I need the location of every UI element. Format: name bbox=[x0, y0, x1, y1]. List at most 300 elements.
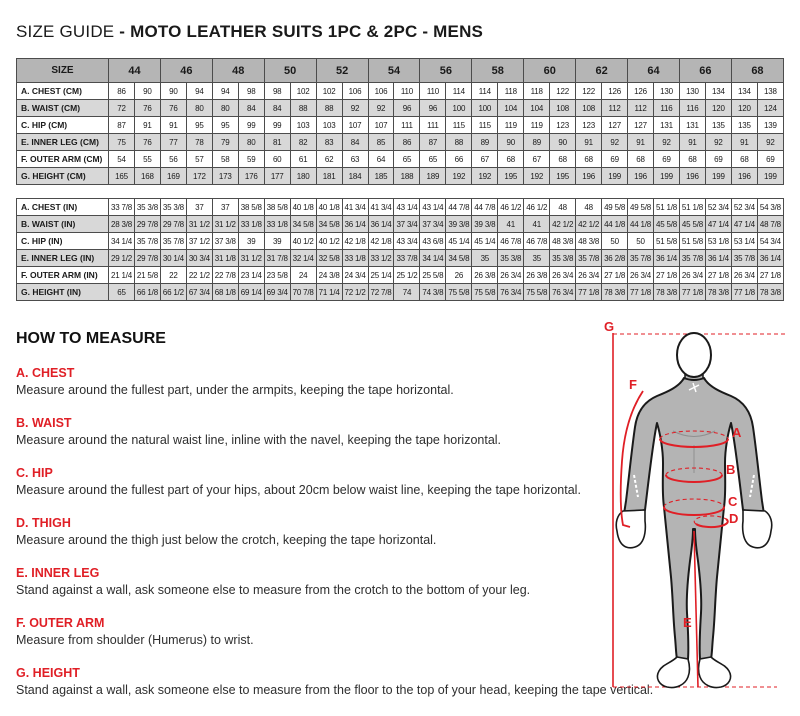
size-value-cell: 130 bbox=[679, 83, 705, 100]
size-value-cell: 65 bbox=[394, 151, 420, 168]
size-value-cell: 36 1/4 bbox=[342, 216, 368, 233]
size-value-cell: 68 bbox=[498, 151, 524, 168]
size-value-cell: 76 3/4 bbox=[498, 284, 524, 301]
size-value-cell: 126 bbox=[602, 83, 628, 100]
size-value-cell: 130 bbox=[654, 83, 680, 100]
measure-item bbox=[16, 466, 626, 497]
size-value-cell: 31 7/8 bbox=[264, 250, 290, 267]
size-value-cell: 84 bbox=[238, 100, 264, 117]
size-value-cell: 85 bbox=[368, 134, 394, 151]
size-value-cell: 29 7/8 bbox=[134, 216, 160, 233]
page-title bbox=[16, 22, 483, 42]
size-value-cell: 46 7/8 bbox=[524, 233, 550, 250]
size-value-cell: 68 bbox=[576, 151, 602, 168]
size-value-cell: 195 bbox=[498, 168, 524, 185]
size-value-cell: 37 3/4 bbox=[420, 216, 446, 233]
size-value-cell: 56 bbox=[160, 151, 186, 168]
how-to-measure-items bbox=[16, 366, 654, 697]
size-value-cell: 91 bbox=[628, 134, 654, 151]
size-value-cell: 67 3/4 bbox=[186, 284, 212, 301]
size-value-cell: 32 5/8 bbox=[316, 250, 342, 267]
size-value-cell: 46 1/2 bbox=[524, 199, 550, 216]
size-value-cell: 66 1/8 bbox=[134, 284, 160, 301]
size-value-cell: 123 bbox=[576, 117, 602, 134]
size-value-cell: 92 bbox=[705, 134, 731, 151]
size-value-cell: 116 bbox=[679, 100, 705, 117]
size-value-cell: 115 bbox=[446, 117, 472, 134]
size-value-cell: 35 7/8 bbox=[576, 250, 602, 267]
measure-item-label: D. THIGH bbox=[16, 516, 71, 530]
size-value-cell: 60 bbox=[264, 151, 290, 168]
size-value-cell: 28 3/8 bbox=[109, 216, 135, 233]
size-value-cell: 181 bbox=[316, 168, 342, 185]
row-label: B. WAIST (IN) bbox=[17, 216, 109, 233]
measure-item bbox=[16, 416, 626, 447]
size-value-cell: 189 bbox=[420, 168, 446, 185]
size-value-cell: 88 bbox=[446, 134, 472, 151]
how-to-measure-section bbox=[16, 330, 654, 716]
size-value-cell: 54 3/4 bbox=[757, 233, 783, 250]
size-value-cell: 47 1/4 bbox=[705, 216, 731, 233]
row-label: C. HIP (CM) bbox=[17, 117, 109, 134]
size-value-cell: 69 bbox=[705, 151, 731, 168]
size-value-cell: 84 bbox=[264, 100, 290, 117]
row-label: F. OUTER ARM (IN) bbox=[17, 267, 109, 284]
size-value-cell: 24 bbox=[290, 267, 316, 284]
size-value-cell: 84 bbox=[342, 134, 368, 151]
size-value-cell: 42 1/2 bbox=[576, 216, 602, 233]
size-value-cell: 48 bbox=[576, 199, 602, 216]
size-value-cell: 82 bbox=[290, 134, 316, 151]
size-value-cell: 87 bbox=[420, 134, 446, 151]
size-value-cell: 52 3/4 bbox=[705, 199, 731, 216]
size-value-cell: 77 1/8 bbox=[731, 284, 757, 301]
size-value-cell: 44 1/8 bbox=[602, 216, 628, 233]
size-value-cell: 23 1/4 bbox=[238, 267, 264, 284]
size-value-cell: 43 1/4 bbox=[420, 199, 446, 216]
size-value-cell: 39 bbox=[238, 233, 264, 250]
size-value-cell: 31 1/2 bbox=[186, 216, 212, 233]
measure-item-label: E. INNER LEG bbox=[16, 566, 100, 580]
size-value-cell: 122 bbox=[576, 83, 602, 100]
size-value-cell: 199 bbox=[654, 168, 680, 185]
size-value-cell: 92 bbox=[368, 100, 394, 117]
size-value-cell: 48 3/8 bbox=[576, 233, 602, 250]
size-value-cell: 108 bbox=[576, 100, 602, 117]
size-value-cell: 123 bbox=[550, 117, 576, 134]
figure-label-e: E bbox=[683, 615, 692, 630]
measure-item-text: Stand against a wall, ask someone else to measure from the crotch to the bottom of your leg. bbox=[16, 583, 531, 597]
size-value-cell: 78 3/8 bbox=[757, 284, 783, 301]
measure-item-text: Measure around the fullest part of your hips, about 20cm below waist line, keeping the tape horizontal. bbox=[16, 483, 581, 497]
figure-label-a: A bbox=[732, 425, 742, 440]
size-value-cell: 33 1/2 bbox=[368, 250, 394, 267]
size-value-cell: 70 7/8 bbox=[290, 284, 316, 301]
size-value-cell: 91 bbox=[731, 134, 757, 151]
size-value-cell: 100 bbox=[446, 100, 472, 117]
size-value-cell: 103 bbox=[316, 117, 342, 134]
size-value-cell: 32 1/4 bbox=[290, 250, 316, 267]
size-value-cell: 165 bbox=[109, 168, 135, 185]
row-label: C. HIP (IN) bbox=[17, 233, 109, 250]
size-value-cell: 122 bbox=[550, 83, 576, 100]
size-value-cell: 98 bbox=[264, 83, 290, 100]
size-value-cell: 88 bbox=[290, 100, 316, 117]
size-value-cell: 127 bbox=[602, 117, 628, 134]
size-table-cm bbox=[16, 58, 784, 185]
size-value-cell: 69 bbox=[602, 151, 628, 168]
size-value-cell: 68 bbox=[731, 151, 757, 168]
size-value-cell: 46 7/8 bbox=[498, 233, 524, 250]
size-value-cell: 67 bbox=[524, 151, 550, 168]
size-value-cell: 51 1/8 bbox=[654, 199, 680, 216]
size-value-cell: 107 bbox=[342, 117, 368, 134]
size-value-cell: 168 bbox=[134, 168, 160, 185]
size-value-cell: 169 bbox=[160, 168, 186, 185]
size-value-cell: 75 5/8 bbox=[446, 284, 472, 301]
size-value-cell: 118 bbox=[524, 83, 550, 100]
size-value-cell: 103 bbox=[290, 117, 316, 134]
size-value-cell: 37 bbox=[212, 199, 238, 216]
size-value-cell: 30 3/4 bbox=[186, 250, 212, 267]
size-value-cell: 86 bbox=[394, 134, 420, 151]
measure-item bbox=[16, 516, 626, 547]
measure-item-text: Measure around the natural waist line, inline with the navel, keeping the tape horizontal. bbox=[16, 433, 502, 447]
size-value-cell: 176 bbox=[238, 168, 264, 185]
row-label: E. INNER LEG (CM) bbox=[17, 134, 109, 151]
size-value-cell: 45 5/8 bbox=[679, 216, 705, 233]
size-value-cell: 37 bbox=[186, 199, 212, 216]
size-value-cell: 68 bbox=[550, 151, 576, 168]
size-value-cell: 54 bbox=[109, 151, 135, 168]
size-value-cell: 26 3/4 bbox=[550, 267, 576, 284]
size-value-cell: 91 bbox=[576, 134, 602, 151]
size-value-cell: 91 bbox=[160, 117, 186, 134]
size-value-cell: 199 bbox=[757, 168, 783, 185]
size-value-cell: 43 1/4 bbox=[394, 199, 420, 216]
size-value-cell: 45 5/8 bbox=[654, 216, 680, 233]
size-value-cell: 31 1/8 bbox=[212, 250, 238, 267]
size-value-cell: 49 5/8 bbox=[628, 199, 654, 216]
size-value-cell: 199 bbox=[705, 168, 731, 185]
size-value-cell: 99 bbox=[238, 117, 264, 134]
size-value-cell: 66 1/2 bbox=[160, 284, 186, 301]
size-header-cell: 58 bbox=[472, 59, 524, 83]
size-value-cell: 66 bbox=[446, 151, 472, 168]
figure-label-b: B bbox=[726, 462, 736, 477]
row-label: E. INNER LEG (IN) bbox=[17, 250, 109, 267]
measure-item-label: F. OUTER ARM bbox=[16, 616, 105, 630]
size-value-cell: 22 7/8 bbox=[212, 267, 238, 284]
size-value-cell: 34 1/4 bbox=[109, 233, 135, 250]
measure-item-text: Measure around the fullest part, under the armpits, keeping the tape horizontal. bbox=[16, 383, 454, 397]
size-value-cell: 24 3/8 bbox=[316, 267, 342, 284]
size-header-cell: 68 bbox=[731, 59, 783, 83]
size-header-cell: 60 bbox=[524, 59, 576, 83]
size-value-cell: 126 bbox=[628, 83, 654, 100]
size-value-cell: 87 bbox=[109, 117, 135, 134]
size-value-cell: 69 bbox=[654, 151, 680, 168]
size-value-cell: 27 1/8 bbox=[654, 267, 680, 284]
size-value-cell: 54 3/8 bbox=[757, 199, 783, 216]
table-row bbox=[17, 267, 784, 284]
size-value-cell: 78 3/8 bbox=[602, 284, 628, 301]
table-row bbox=[17, 100, 784, 117]
size-value-cell: 29 1/2 bbox=[109, 250, 135, 267]
size-value-cell: 112 bbox=[602, 100, 628, 117]
mannequin-diagram bbox=[593, 315, 797, 703]
size-value-cell: 42 1/8 bbox=[368, 233, 394, 250]
size-value-cell: 36 1/4 bbox=[368, 216, 394, 233]
table-row bbox=[17, 233, 784, 250]
size-value-cell: 69 bbox=[757, 151, 783, 168]
size-value-cell: 48 bbox=[550, 199, 576, 216]
size-value-cell: 131 bbox=[654, 117, 680, 134]
size-value-cell: 118 bbox=[498, 83, 524, 100]
size-value-cell: 33 7/8 bbox=[394, 250, 420, 267]
size-value-cell: 26 3/4 bbox=[628, 267, 654, 284]
table-row bbox=[17, 168, 784, 185]
size-value-cell: 94 bbox=[186, 83, 212, 100]
size-value-cell: 25 1/4 bbox=[368, 267, 394, 284]
size-value-cell: 42 1/2 bbox=[550, 216, 576, 233]
size-value-cell: 107 bbox=[368, 117, 394, 134]
size-value-cell: 21 5/8 bbox=[134, 267, 160, 284]
size-value-cell: 51 5/8 bbox=[654, 233, 680, 250]
size-value-cell: 71 1/4 bbox=[316, 284, 342, 301]
size-corner-label: SIZE bbox=[17, 59, 109, 83]
page-title-light: SIZE GUIDE bbox=[16, 22, 115, 41]
size-value-cell: 37 3/8 bbox=[212, 233, 238, 250]
size-value-cell: 135 bbox=[705, 117, 731, 134]
size-value-cell: 57 bbox=[186, 151, 212, 168]
size-value-cell: 91 bbox=[679, 134, 705, 151]
table-row bbox=[17, 199, 784, 216]
size-value-cell: 92 bbox=[654, 134, 680, 151]
size-value-cell: 119 bbox=[524, 117, 550, 134]
size-value-cell: 78 bbox=[186, 134, 212, 151]
size-value-cell: 37 1/2 bbox=[186, 233, 212, 250]
size-value-cell: 58 bbox=[212, 151, 238, 168]
size-value-cell: 29 7/8 bbox=[134, 250, 160, 267]
size-value-cell: 104 bbox=[498, 100, 524, 117]
size-value-cell: 89 bbox=[472, 134, 498, 151]
measure-item bbox=[16, 666, 654, 697]
measure-item-label: G. HEIGHT bbox=[16, 666, 80, 680]
size-value-cell: 76 bbox=[134, 134, 160, 151]
size-value-cell: 22 bbox=[160, 267, 186, 284]
size-value-cell: 69 3/4 bbox=[264, 284, 290, 301]
size-header-cell: 46 bbox=[160, 59, 212, 83]
size-value-cell: 40 1/8 bbox=[316, 199, 342, 216]
size-value-cell: 34 5/8 bbox=[316, 216, 342, 233]
size-value-cell: 79 bbox=[212, 134, 238, 151]
row-label: B. WAIST (CM) bbox=[17, 100, 109, 117]
measurement-figure bbox=[593, 315, 797, 703]
size-header-cell: 54 bbox=[368, 59, 420, 83]
size-value-cell: 134 bbox=[731, 83, 757, 100]
size-value-cell: 80 bbox=[212, 100, 238, 117]
size-value-cell: 124 bbox=[757, 100, 783, 117]
size-value-cell: 51 5/8 bbox=[679, 233, 705, 250]
right-glove bbox=[743, 510, 772, 548]
size-value-cell: 38 5/8 bbox=[238, 199, 264, 216]
size-value-cell: 111 bbox=[420, 117, 446, 134]
size-value-cell: 112 bbox=[628, 100, 654, 117]
size-value-cell: 41 3/4 bbox=[342, 199, 368, 216]
size-value-cell: 42 1/8 bbox=[342, 233, 368, 250]
size-value-cell: 83 bbox=[316, 134, 342, 151]
size-value-cell: 63 bbox=[342, 151, 368, 168]
size-value-cell: 75 bbox=[109, 134, 135, 151]
figure-label-c: C bbox=[728, 494, 738, 509]
table-row bbox=[17, 151, 784, 168]
size-value-cell: 41 3/4 bbox=[368, 199, 394, 216]
size-value-cell: 50 bbox=[602, 233, 628, 250]
table-row bbox=[17, 216, 784, 233]
size-value-cell: 26 3/4 bbox=[679, 267, 705, 284]
table-row bbox=[17, 117, 784, 134]
size-value-cell: 30 1/4 bbox=[160, 250, 186, 267]
table-row bbox=[17, 83, 784, 100]
size-value-cell: 27 1/8 bbox=[757, 267, 783, 284]
size-value-cell: 192 bbox=[524, 168, 550, 185]
size-value-cell: 68 bbox=[679, 151, 705, 168]
size-value-cell: 77 1/8 bbox=[628, 284, 654, 301]
size-header-cell: 44 bbox=[109, 59, 161, 83]
size-value-cell: 110 bbox=[420, 83, 446, 100]
size-value-cell: 24 3/4 bbox=[342, 267, 368, 284]
size-value-cell: 94 bbox=[212, 83, 238, 100]
size-value-cell: 76 bbox=[134, 100, 160, 117]
size-value-cell: 68 1/8 bbox=[212, 284, 238, 301]
size-value-cell: 52 3/4 bbox=[731, 199, 757, 216]
size-value-cell: 33 1/8 bbox=[238, 216, 264, 233]
row-label: F. OUTER ARM (CM) bbox=[17, 151, 109, 168]
measure-item bbox=[16, 566, 626, 597]
size-value-cell: 55 bbox=[134, 151, 160, 168]
size-value-cell: 31 1/2 bbox=[238, 250, 264, 267]
size-value-cell: 38 5/8 bbox=[264, 199, 290, 216]
size-value-cell: 127 bbox=[628, 117, 654, 134]
size-value-cell: 44 1/8 bbox=[628, 216, 654, 233]
size-value-cell: 26 3/4 bbox=[576, 267, 602, 284]
size-value-cell: 196 bbox=[576, 168, 602, 185]
size-value-cell: 44 7/8 bbox=[446, 199, 472, 216]
size-header-cell: 52 bbox=[316, 59, 368, 83]
measure-item-label: A. CHEST bbox=[16, 366, 75, 380]
size-value-cell: 59 bbox=[238, 151, 264, 168]
row-label: G. HEIGHT (IN) bbox=[17, 284, 109, 301]
size-value-cell: 53 1/4 bbox=[731, 233, 757, 250]
size-value-cell: 114 bbox=[446, 83, 472, 100]
size-value-cell: 110 bbox=[394, 83, 420, 100]
size-value-cell: 88 bbox=[316, 100, 342, 117]
size-value-cell: 92 bbox=[757, 134, 783, 151]
page-title-bold: - MOTO LEATHER SUITS 1PC & 2PC - MENS bbox=[119, 22, 484, 41]
size-value-cell: 23 5/8 bbox=[264, 267, 290, 284]
size-value-cell: 62 bbox=[316, 151, 342, 168]
size-value-cell: 116 bbox=[654, 100, 680, 117]
row-label: A. CHEST (CM) bbox=[17, 83, 109, 100]
size-value-cell: 80 bbox=[186, 100, 212, 117]
size-value-cell: 49 5/8 bbox=[602, 199, 628, 216]
size-value-cell: 74 bbox=[394, 284, 420, 301]
size-value-cell: 90 bbox=[498, 134, 524, 151]
size-value-cell: 196 bbox=[628, 168, 654, 185]
size-value-cell: 91 bbox=[134, 117, 160, 134]
size-value-cell: 39 bbox=[264, 233, 290, 250]
size-value-cell: 89 bbox=[524, 134, 550, 151]
size-value-cell: 40 1/2 bbox=[290, 233, 316, 250]
size-table-section bbox=[16, 58, 784, 301]
size-value-cell: 98 bbox=[238, 83, 264, 100]
size-value-cell: 35 7/8 bbox=[628, 250, 654, 267]
size-value-cell: 37 3/4 bbox=[394, 216, 420, 233]
size-value-cell: 99 bbox=[264, 117, 290, 134]
size-value-cell: 120 bbox=[731, 100, 757, 117]
size-value-cell: 43 3/4 bbox=[394, 233, 420, 250]
size-value-cell: 96 bbox=[420, 100, 446, 117]
size-value-cell: 34 1/4 bbox=[420, 250, 446, 267]
size-value-cell: 65 bbox=[420, 151, 446, 168]
size-value-cell: 26 3/4 bbox=[731, 267, 757, 284]
row-label: A. CHEST (IN) bbox=[17, 199, 109, 216]
size-value-cell: 39 3/8 bbox=[446, 216, 472, 233]
figure-label-f: F bbox=[629, 377, 637, 392]
size-value-cell: 72 7/8 bbox=[368, 284, 394, 301]
size-value-cell: 177 bbox=[264, 168, 290, 185]
size-value-cell: 45 1/4 bbox=[446, 233, 472, 250]
size-value-cell: 188 bbox=[394, 168, 420, 185]
size-value-cell: 78 3/8 bbox=[705, 284, 731, 301]
size-value-cell: 95 bbox=[212, 117, 238, 134]
right-foot bbox=[699, 657, 731, 688]
size-value-cell: 40 1/2 bbox=[316, 233, 342, 250]
size-value-cell: 102 bbox=[316, 83, 342, 100]
size-value-cell: 196 bbox=[731, 168, 757, 185]
size-value-cell: 68 bbox=[628, 151, 654, 168]
measure-item-label: B. WAIST bbox=[16, 416, 72, 430]
size-value-cell: 92 bbox=[602, 134, 628, 151]
size-value-cell: 92 bbox=[342, 100, 368, 117]
size-header-cell: 62 bbox=[576, 59, 628, 83]
size-value-cell: 138 bbox=[757, 83, 783, 100]
size-value-cell: 75 5/8 bbox=[472, 284, 498, 301]
measure-item-label: C. HIP bbox=[16, 466, 53, 480]
size-value-cell: 134 bbox=[705, 83, 731, 100]
size-value-cell: 53 1/8 bbox=[705, 233, 731, 250]
size-value-cell: 51 1/8 bbox=[679, 199, 705, 216]
size-value-cell: 90 bbox=[160, 83, 186, 100]
size-value-cell: 78 3/8 bbox=[654, 284, 680, 301]
size-value-cell: 86 bbox=[109, 83, 135, 100]
size-value-cell: 25 1/2 bbox=[394, 267, 420, 284]
size-value-cell: 36 1/4 bbox=[654, 250, 680, 267]
size-value-cell: 41 bbox=[498, 216, 524, 233]
size-value-cell: 65 bbox=[109, 284, 135, 301]
size-value-cell: 35 7/8 bbox=[679, 250, 705, 267]
size-value-cell: 185 bbox=[368, 168, 394, 185]
size-value-cell: 45 1/4 bbox=[472, 233, 498, 250]
size-value-cell: 90 bbox=[134, 83, 160, 100]
size-value-cell: 100 bbox=[472, 100, 498, 117]
size-value-cell: 33 1/8 bbox=[264, 216, 290, 233]
size-header-cell: 66 bbox=[679, 59, 731, 83]
size-value-cell: 180 bbox=[290, 168, 316, 185]
size-value-cell: 25 5/8 bbox=[420, 267, 446, 284]
size-table-in bbox=[16, 198, 784, 301]
